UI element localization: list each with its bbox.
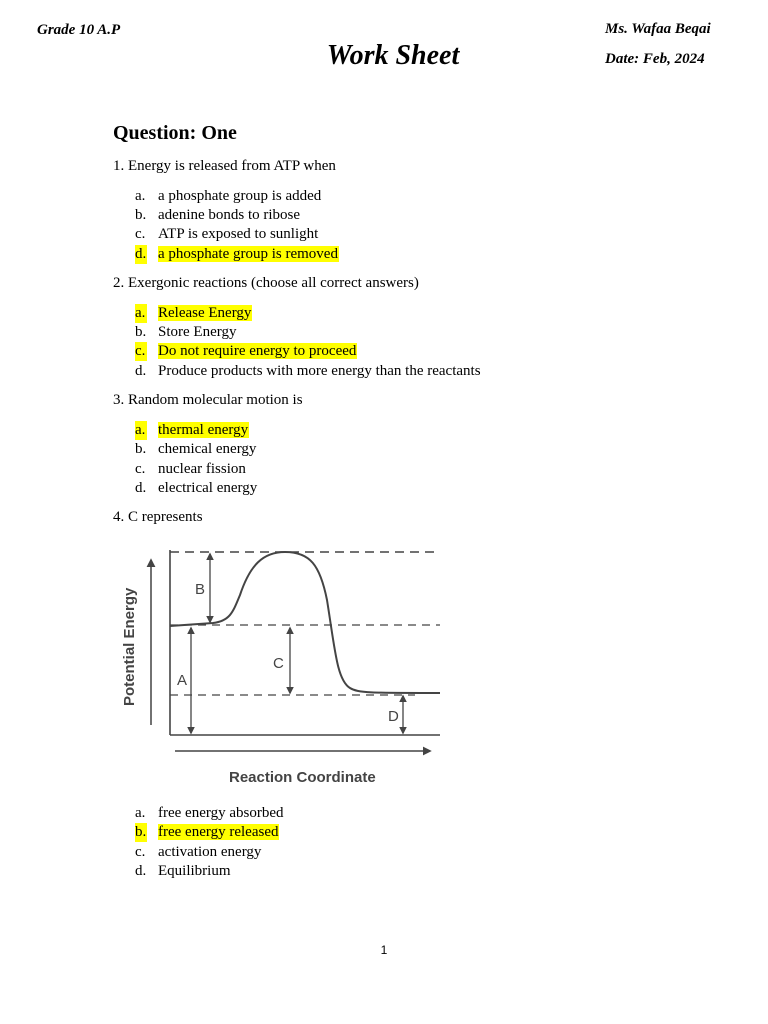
date-label: Date: Feb, 2024 xyxy=(605,51,705,67)
question-3-option-a: a. thermal energy xyxy=(135,422,249,438)
question-1-option-b: b. adenine bonds to ribose xyxy=(135,207,301,223)
question-2-option-a: a. Release Energy xyxy=(135,305,252,321)
question-1-option-d: d. a phosphate group is removed xyxy=(135,246,338,262)
question-2-option-b: b. Store Energy xyxy=(135,324,237,340)
question-3-option-d: d. electrical energy xyxy=(135,480,258,496)
question-4-option-b: b. free energy released xyxy=(135,824,279,840)
label-a: A xyxy=(177,672,188,689)
question-4-option-d: d. Equilibrium xyxy=(135,863,231,879)
label-d: D xyxy=(388,708,399,725)
question-2-option-c: c. Do not require energy to proceed xyxy=(135,343,357,359)
question-3-prompt: 3. Random molecular motion is xyxy=(113,392,303,408)
question-2-option-d: d. Produce products with more energy than the reactants xyxy=(135,363,481,379)
question-2-prompt: 2. Exergonic reactions (choose all correct answers) xyxy=(113,275,419,291)
y-axis-label: Potential Energy xyxy=(121,587,138,706)
label-b: B xyxy=(195,581,206,598)
energy-diagram xyxy=(115,540,455,795)
question-3-option-c: c. nuclear fission xyxy=(135,461,246,477)
question-4-option-a: a. free energy absorbed xyxy=(135,805,284,821)
grade-label: Grade 10 A.P xyxy=(37,22,121,38)
question-3-option-b: b. chemical energy xyxy=(135,441,257,457)
question-1-prompt: 1. Energy is released from ATP when xyxy=(113,158,336,174)
worksheet-title: Work Sheet xyxy=(326,40,460,71)
x-axis-label: Reaction Coordinate xyxy=(229,769,376,786)
question-1-option-a: a. a phosphate group is added xyxy=(135,188,322,204)
question-4-prompt: 4. C represents xyxy=(113,509,203,525)
page-number: 1 xyxy=(380,943,388,957)
teacher-name: Ms. Wafaa Beqai xyxy=(605,21,711,37)
question-1-option-c: c. ATP is exposed to sunlight xyxy=(135,226,319,242)
question-4-option-c: c. activation energy xyxy=(135,844,262,860)
section-title: Question: One xyxy=(113,122,237,144)
label-c: C xyxy=(273,655,284,672)
